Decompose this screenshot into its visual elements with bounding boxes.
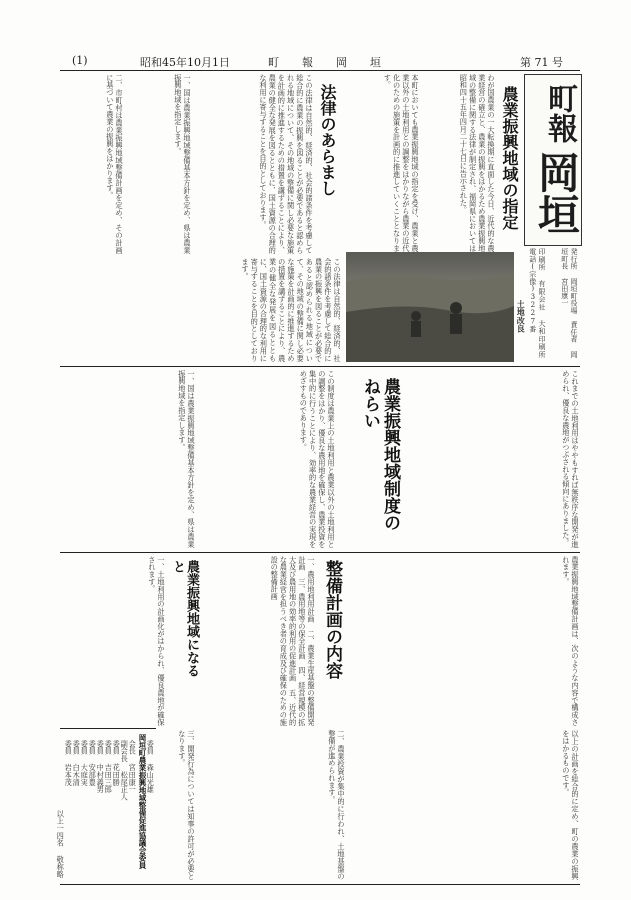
article5-body-3: 三、開発行為については知事の許可が必要となります。 (177, 730, 196, 880)
committee-box-border (60, 728, 156, 729)
article5-body-2: 二、農業投資が集中的に行われ、土地基盤の整備が進められます。 (327, 730, 346, 880)
committee-title: 岡垣町農業振興地域整備促進協議会委員 (138, 734, 147, 869)
committee-member: 会長 宮田康一 (128, 740, 138, 794)
header-rule (60, 70, 580, 71)
section-rule-2 (60, 552, 580, 553)
committee-member: 委員 森山光雄 (146, 740, 156, 794)
committee-member: 副会長 松尾正人 (120, 740, 130, 801)
article2-body-2: 一、国は農業振興地域整備基本方針を定め、県は農業振興地域を指定します。 (173, 74, 192, 254)
article3-body-3: 一、国は農業振興地域整備基本方針を定め、県は農業振興地域を指定します。 (177, 370, 196, 548)
header-paper-name: 町 報 岡 垣 (268, 56, 387, 69)
committee-member: 委員 安部豊 (88, 740, 98, 786)
article5-body-1: 一、土地利用の計画化がはかられ、優良農地が確保されます。 (147, 556, 166, 726)
article2-body-3: 二、市町村は農業振興地域整備計画を定め、その計画に基づいて農業の振興をはかります。 (105, 74, 124, 254)
article3-body-1: これまでの土地利用はややもすれば無秩序な開発が進められ、優良な農地がつぶされる傾向にありました。 (561, 370, 580, 548)
header-issue-number: 第 71 号 (520, 56, 563, 69)
committee-member: 委員 吉田三郎 (104, 740, 114, 794)
committee-member: 委員 中村義男 (96, 740, 106, 794)
committee-member: 委員 花田勝 (112, 740, 122, 786)
article4-headline: 整備計画の内容 (322, 560, 342, 679)
article3-body-2: この制度は農業上の土地利用と農業以外の土地利用との調整をはかり、優良な農用地を確保し、農業投資を集中的に行うことにより、効率的な農業経営の実現をめざすものであります。 (299, 370, 336, 548)
masthead-printer: 印刷所 有限会社 大和印刷所 電話(宗像)3227番 (528, 248, 546, 366)
masthead-box (524, 74, 582, 246)
article4-body-1: 農業振興地域整備計画は、次のような内容で構成されます。 (561, 556, 580, 726)
photo-caption: 土地改良 (516, 300, 527, 333)
committee-note: 以上一四名 敬称略 (56, 810, 66, 878)
article5-headline: 農業振興地域になると (170, 560, 199, 677)
masthead-title-small: 町報 (542, 83, 577, 143)
article2-headline: 法律のあらまし (318, 84, 337, 196)
article2-body-4: この法律は自然的、経済的、社会的諸条件を考慮して総合的に農業の振興を図ることが必要であると認められる地域について、その地域の整備に関し必要な施策を計画的に推進するための措置を講ずることにより、農業の健全な発展を図るとともに、国土資源の合理的な利用に寄与することを目的としております。 (240, 258, 342, 362)
article4-body-2: 一、農用地利用計画 二、農業生産基盤の整備開発計画 三、農用地等の保全計画 四、経営規模の拡大及び農用地の効率的利用の促進計画 五、近代的な農業経営を担うべき者の育成及び確保のための施設の整備計画 (270, 556, 316, 726)
committee-member: 委員 白木清 (72, 740, 82, 786)
farmland-photo (346, 252, 514, 362)
committee-member: 委員 大庭実 (80, 740, 90, 786)
farm-scene-illustration (346, 252, 514, 362)
article4-body-3: 以上の計画を総合的に定め、町の農業の振興をはかるものです。 (561, 730, 580, 880)
footer-rule (60, 884, 580, 885)
committee-member: 委員 岩本茂 (64, 740, 74, 786)
section-rule-1 (60, 366, 580, 367)
header-date: 昭和45年10月1日 (140, 56, 230, 69)
article3-headline: 農業振興地域制度のねらい (360, 378, 400, 531)
article1-body-1: わが国農業の一大転換期に直面した今日、近代的な農業経営の確立と、農業の振興をはかるため農業振興地域の整備に関する法律が制定され、福岡県においては昭和四十五年四月二十七日に告示された。 (459, 74, 496, 252)
masthead-title-big: 岡垣 (532, 151, 581, 235)
article2-body-1: この法律は自然的、経済的、社会的諸条件を考慮して総合的に農業の振興を図ることが必要であると認められる地域について、その地域の整備に関し必要な施策を計画的に推進するための措置を講ずることにより、農業の健全な発展を図るとともに、国土資源の合理的な利用に寄与することを目的としております。 (258, 74, 314, 254)
article1-body-2: 本町においても農業振興地域の指定を受け、農業と農業以外の土地利用との調整をはかりながら農業の近代化のための施策を計画的に推進していくこととなります。 (383, 74, 420, 252)
article1-headline: 農業振興地域の指定 (500, 86, 519, 230)
masthead-publisher: 発行所 岡垣町役場 責任者 岡垣町長 宮田康一 (560, 248, 578, 358)
header-page-number: (1) (72, 54, 88, 67)
